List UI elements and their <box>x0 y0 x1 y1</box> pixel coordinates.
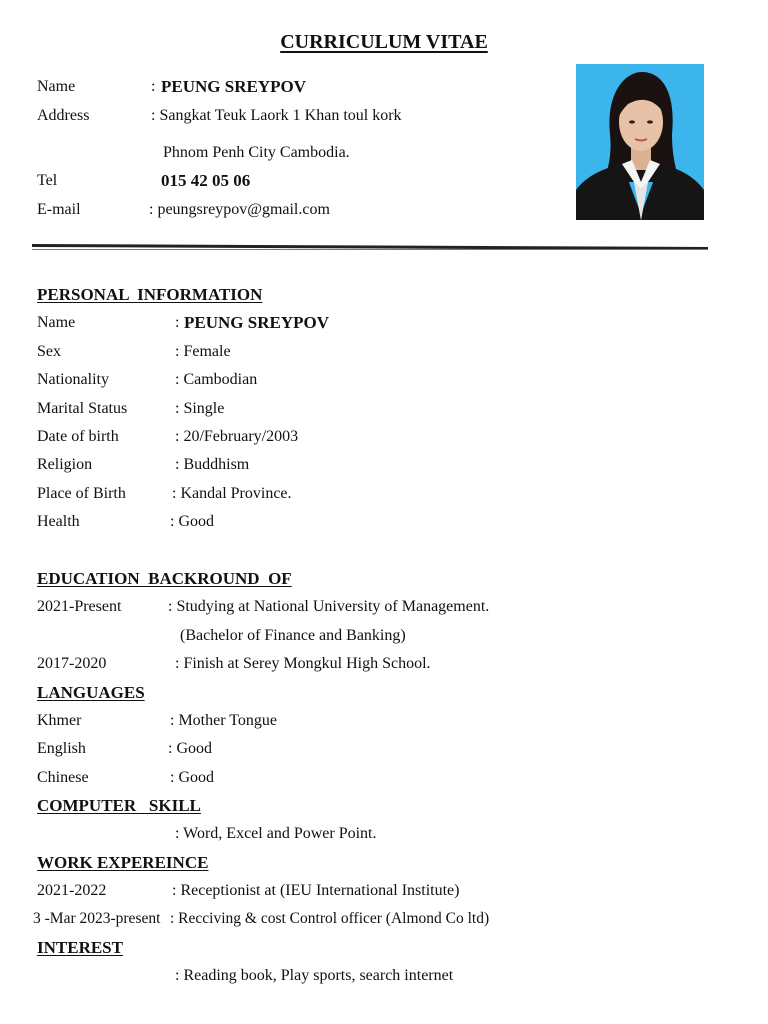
header-name-label: Name <box>37 78 76 95</box>
education-value: (Bachelor of Finance and Banking) <box>180 627 406 644</box>
personal-value: : Cambodian <box>175 371 258 388</box>
personal-colon: : <box>175 314 180 331</box>
header-tel-value: 015 42 05 06 <box>161 171 251 190</box>
header-divider-shadow <box>32 249 708 250</box>
computer-skill-value: : Word, Excel and Power Point. <box>175 825 377 842</box>
work-value: : Receptionist at (IEU International Institute) <box>172 882 460 899</box>
section-heading-personal: PERSONAL INFORMATION <box>37 285 263 304</box>
portrait-photo <box>576 64 704 220</box>
personal-label: Marital Status <box>37 400 128 417</box>
header-email-label: E-mail <box>37 201 81 218</box>
personal-name-value: PEUNG SREYPOV <box>184 313 329 332</box>
personal-label: Place of Birth <box>37 485 126 502</box>
work-label: 3 -Mar 2023-present <box>33 910 161 927</box>
personal-label: Date of birth <box>37 428 119 445</box>
header-address-label: Address <box>37 107 90 124</box>
portrait-icon <box>576 64 704 220</box>
work-value: : Recciving & cost Control officer (Almond Co ltd) <box>170 910 490 927</box>
header-address-line2: Phnom Penh City Cambodia. <box>163 144 350 161</box>
education-label: 2021-Present <box>37 598 122 615</box>
personal-value: : Single <box>175 400 225 417</box>
header-address-line1: : Sangkat Teuk Laork 1 Khan toul kork <box>151 107 402 124</box>
personal-value: : Female <box>175 343 231 360</box>
personal-label: Sex <box>37 343 61 360</box>
header-name-value: PEUNG SREYPOV <box>161 77 306 96</box>
language-label: English <box>37 740 86 757</box>
header-email-value: : peungsreypov@gmail.com <box>149 201 330 218</box>
language-value: : Mother Tongue <box>170 712 278 729</box>
header-tel-label: Tel <box>37 172 58 189</box>
header-name-colon: : <box>151 78 156 95</box>
personal-label: Nationality <box>37 371 109 388</box>
document-title: CURRICULUM VITAE <box>280 31 488 53</box>
education-label: 2017-2020 <box>37 655 107 672</box>
language-value: : Good <box>170 769 214 786</box>
work-label: 2021-2022 <box>37 882 107 899</box>
section-heading-languages: LANGUAGES <box>37 683 145 702</box>
section-heading-work: WORK EXPEREINCE <box>37 853 209 872</box>
language-label: Khmer <box>37 712 82 729</box>
language-label: Chinese <box>37 769 89 786</box>
section-heading-education: EDUCATION BACKROUND OF <box>37 569 292 588</box>
personal-value: : Good <box>170 513 214 530</box>
personal-label: Health <box>37 513 80 530</box>
personal-label: Name <box>37 314 76 331</box>
personal-value: : Buddhism <box>175 456 250 473</box>
personal-value: : 20/February/2003 <box>175 428 299 445</box>
interest-value: : Reading book, Play sports, search internet <box>175 967 454 984</box>
section-heading-computer: COMPUTER SKILL <box>37 796 201 815</box>
education-value: : Finish at Serey Mongkul High School. <box>175 655 431 672</box>
personal-value: : Kandal Province. <box>172 485 292 502</box>
education-value: : Studying at National University of Management. <box>168 598 490 615</box>
section-heading-interest: INTEREST <box>37 938 123 957</box>
language-value: : Good <box>168 740 212 757</box>
personal-label: Religion <box>37 456 93 473</box>
